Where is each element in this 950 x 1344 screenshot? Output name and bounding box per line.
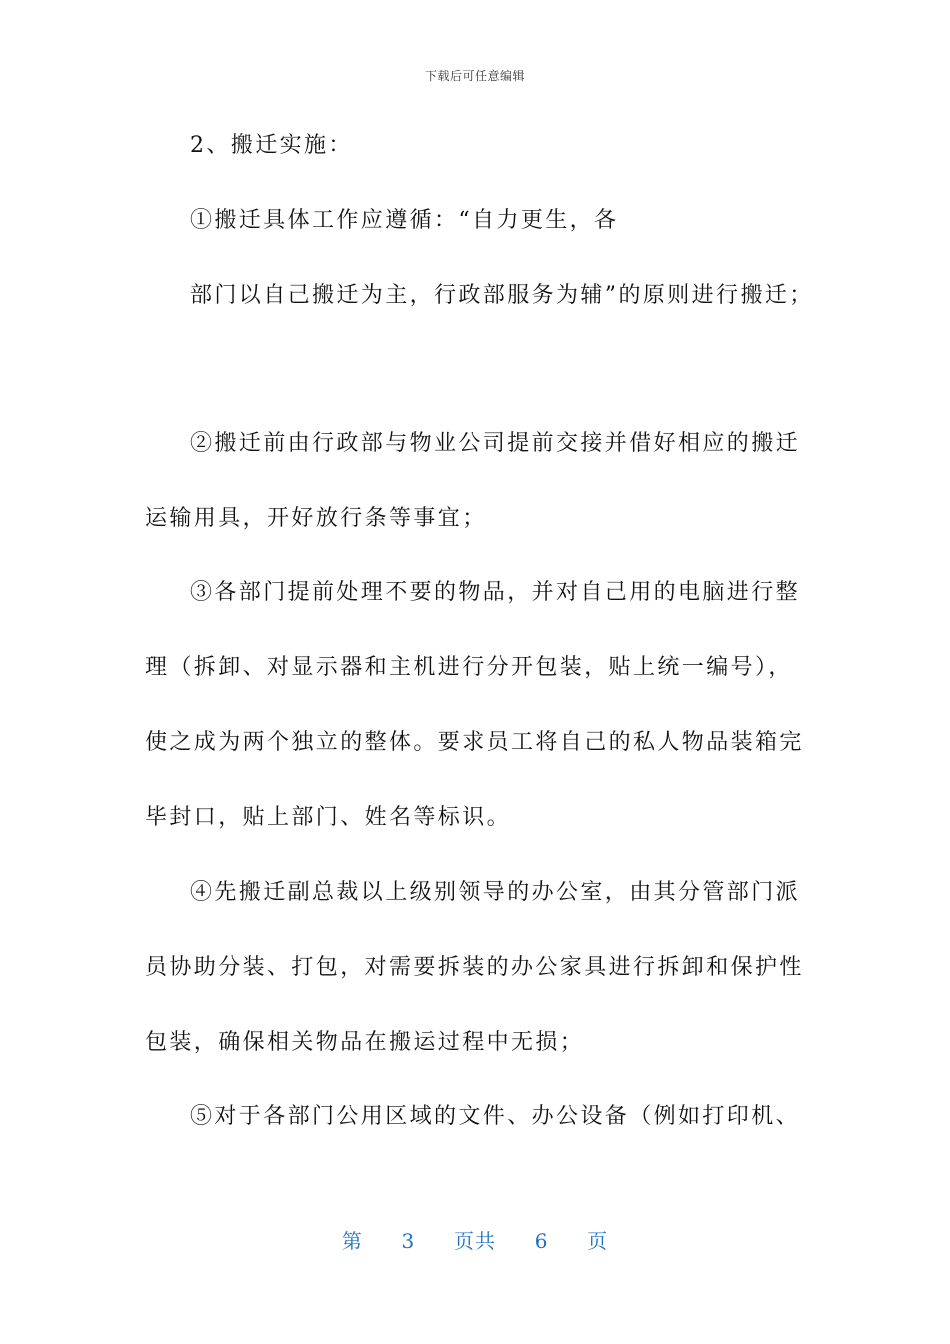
header-note: 下载后可任意编辑 [424,69,525,83]
paragraph-line: ①搬迁具体工作应遵循：“自力更生，各 [190,208,619,233]
section-heading: 2、搬迁实施： [190,133,353,158]
paragraph-line: 毕封口，贴上部门、姓名等标识。 [145,805,512,830]
paragraph-line: 包装，确保相关物品在搬运过程中无损； [145,1030,585,1055]
footer-suffix: 页 [587,1229,609,1253]
paragraph-line: ⑤对于各部门公用区域的文件、办公设备（例如打印机、 [190,1104,801,1129]
paragraph-line: ②搬迁前由行政部与物业公司提前交接并借好相应的搬迁 [190,431,801,456]
paragraph-line: ③各部门提前处理不要的物品，并对自己用的电脑进行整 [190,580,801,605]
footer-middle: 页共 [454,1229,496,1253]
total-pages-number: 6 [534,1229,549,1253]
page-footer [0,1225,950,1254]
current-page-number: 3 [401,1229,416,1253]
paragraph-line: 运输用具，开好放行条等事宜； [145,506,487,531]
footer-prefix: 第 [341,1229,363,1253]
paragraph-line: 部门以自己搬迁为主，行政部服务为辅”的原则进行搬迁； [190,283,814,308]
paragraph-line: 使之成为两个独立的整体。要求员工将自己的私人物品装箱完 [145,730,804,755]
paragraph-line: ④先搬迁副总裁以上级别领导的办公室，由其分管部门派 [190,880,801,905]
paragraph-line: 理（拆卸、对显示器和主机进行分开包装，贴上统一编号）， [145,655,793,680]
paragraph-line: 员协助分装、打包，对需要拆装的办公家具进行拆卸和保护性 [145,955,804,980]
